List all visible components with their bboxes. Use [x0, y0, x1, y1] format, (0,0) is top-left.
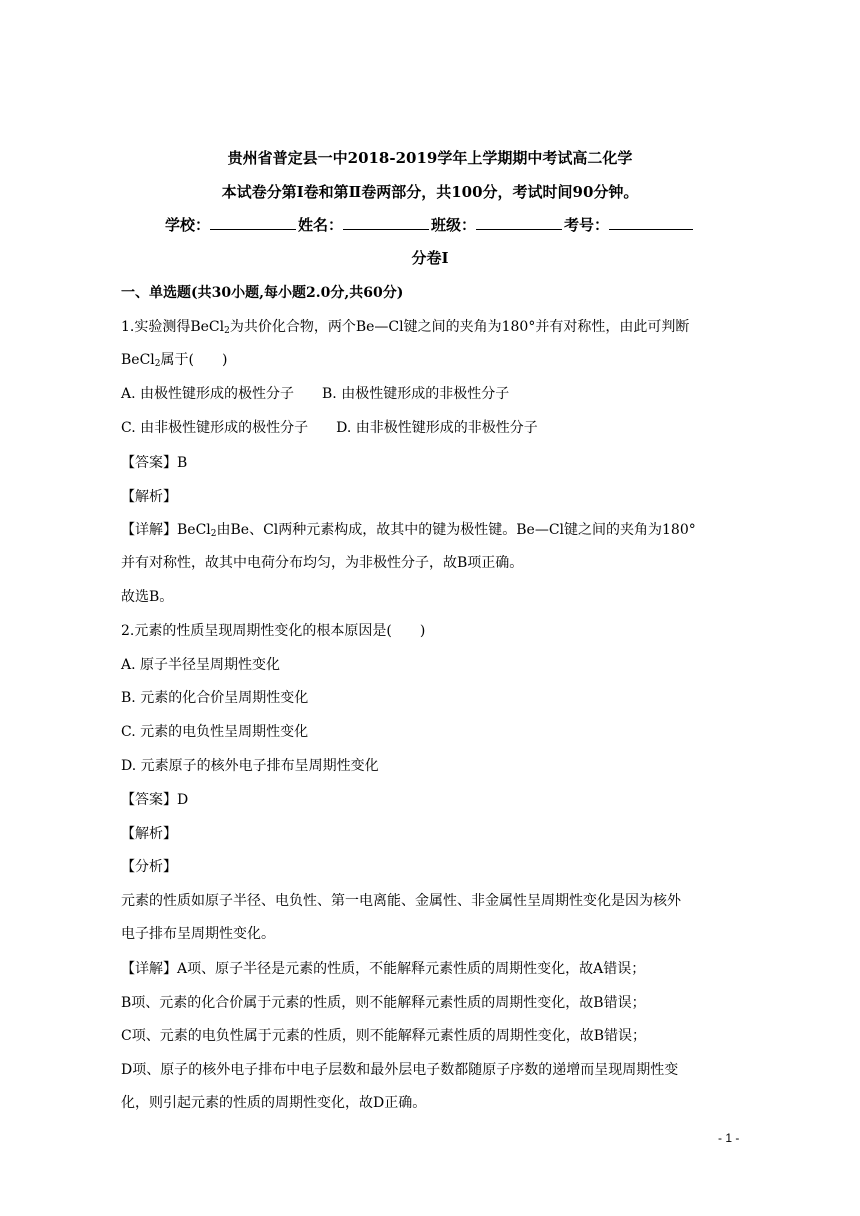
q1-options-cd: C. 由非极性键形成的极性分子 D. 由非极性键形成的非极性分子	[121, 420, 538, 436]
q2-detail-4: D项、原子的核外电子排布中电子层数和最外层电子数都随原子序数的递增而呈现周期性变	[121, 1062, 679, 1078]
name-field	[343, 215, 429, 230]
q2-analysis-subheading: 【分析】	[121, 859, 177, 875]
q1-stem-line2	[121, 349, 227, 369]
school-field	[210, 215, 296, 230]
exam-subtitle: 本试卷分第Ⅰ卷和第Ⅱ卷两部分，共100分，考试时间90分钟。	[221, 183, 639, 201]
volume-heading: 分卷I	[411, 249, 449, 267]
q2-stem: 2.元素的性质呈现周期性变化的根本原因是( )	[121, 623, 426, 639]
q1-conclusion: 故选B。	[121, 589, 174, 605]
q1-analysis-label: 【解析】	[121, 489, 177, 505]
section-heading: 一、单选题(共30小题,每小题2.0分,共60分)	[121, 285, 404, 301]
q2-option-d: D. 元素原子的核外电子排布呈周期性变化	[121, 758, 379, 774]
q1-stem2-subscript: 2	[154, 359, 161, 369]
q1-stem2-text: BeCl	[121, 352, 155, 368]
q2-analysis-text-2: 电子排布呈周期性变化。	[121, 926, 275, 942]
exam-number-label: 考号：	[564, 216, 610, 234]
q1-stem-text-cont: 为共价化合物，两个Be—Cl键之间的夹角为180°并有对称性，由此可判断	[229, 319, 690, 335]
exam-title: 贵州省普定县一中2018-2019学年上学期期中考试高二化学	[227, 149, 633, 167]
q1-options-ab: A. 由极性键形成的极性分子 B. 由极性键形成的非极性分子	[121, 386, 510, 402]
q2-option-a: A. 原子半径呈周期性变化	[121, 657, 281, 673]
school-label: 学校：	[164, 216, 210, 234]
q2-analysis-text-1: 元素的性质如原子半径、电负性、第一电离能、金属性、非金属性呈周期性变化是因为核外	[121, 893, 681, 909]
exam-number-field	[609, 215, 693, 230]
name-label: 姓名：	[297, 216, 343, 234]
q1-detail-line2: 并有对称性，故其中电荷分布均匀，为非极性分子，故B项正确。	[121, 555, 524, 571]
q1-detail-subscript: 2	[210, 529, 217, 539]
q1-detail	[121, 519, 696, 539]
q2-detail-3: C项、元素的电负性属于元素的性质，则不能解释元素性质的周期性变化，故B错误；	[121, 1028, 646, 1044]
q1-stem2-text-cont: 属于( )	[160, 352, 228, 368]
q2-detail-5: 化，则引起元素的性质的周期性变化，故D正确。	[121, 1095, 427, 1111]
q2-answer: 【答案】D	[121, 792, 189, 808]
q2-detail-2: B项、元素的化合价属于元素的性质，则不能解释元素性质的周期性变化，故B错误；	[121, 995, 646, 1011]
q1-stem-subscript: 2	[224, 326, 230, 336]
q2-detail-1: 【详解】A项、原子半径是元素的性质，不能解释元素性质的周期性变化，故A错误；	[121, 961, 646, 977]
q1-detail-text-cont: 由Be、Cl两种元素构成，故其中的键为极性键。Be—Cl键之间的夹角为180°	[216, 522, 696, 538]
q1-stem-text: 1.实验测得BeCl	[121, 319, 225, 335]
q1-answer: 【答案】B	[121, 455, 188, 471]
q1-stem	[121, 316, 689, 336]
q2-analysis-label: 【解析】	[121, 826, 177, 842]
class-field	[476, 215, 562, 230]
q2-option-b: B. 元素的化合价呈周期性变化	[121, 690, 309, 706]
q2-option-c: C. 元素的电负性呈周期性变化	[121, 724, 309, 740]
q1-detail-text: 【详解】BeCl	[121, 522, 211, 538]
page-number: - 1 -	[718, 1131, 740, 1145]
student-info-line	[0, 214, 860, 235]
class-label: 班级：	[431, 216, 477, 234]
